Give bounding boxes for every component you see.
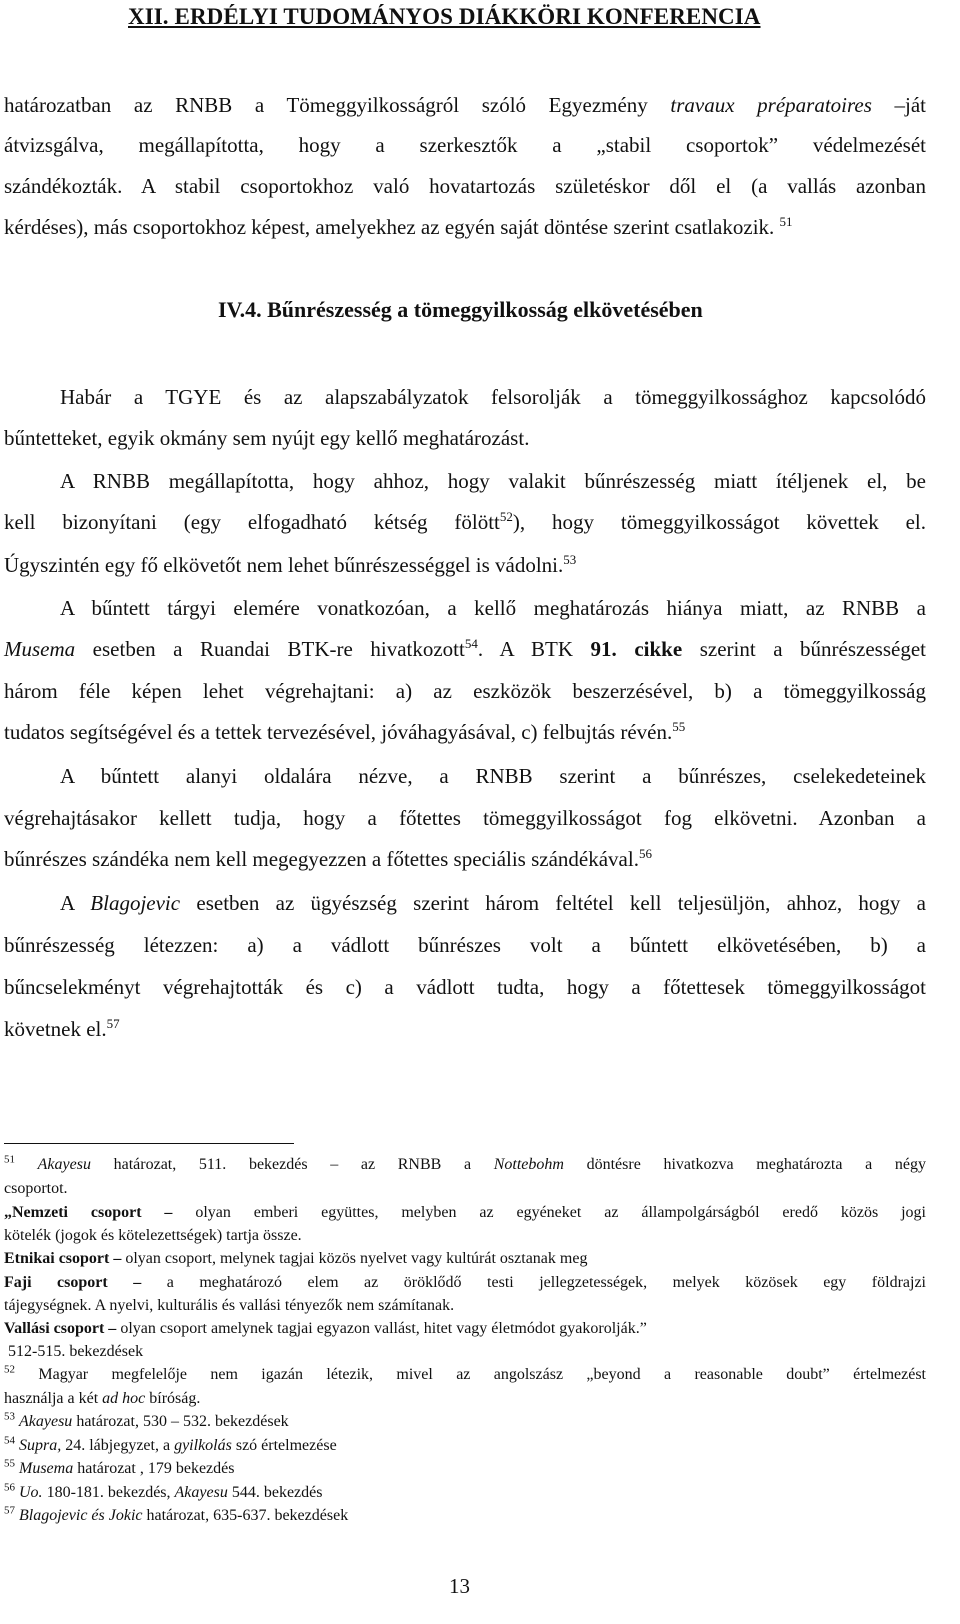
footnote-line [4, 1274, 926, 1292]
footnote-56 [4, 1481, 926, 1502]
text-run: olyan csoport amelynek tagjai egyazon vallást, hitet vagy életmódot gyakorolják.” [116, 1320, 647, 1337]
text-run: kell bizonyítani (egy elfogadható kétség fölött [4, 510, 500, 534]
paragraph-line: átvizsgálva, megállapította, hogy a szerkesztők a „stabil csoportok” védelmezését [4, 133, 926, 157]
text-run: határozat, 530 – 532. bekezdések [72, 1413, 289, 1430]
bold-text: Faji csoport – [4, 1274, 142, 1291]
paragraph-line [4, 553, 926, 579]
footnote-ref[interactable]: 56 [638, 846, 652, 861]
italic-text: Akayesu [19, 1413, 73, 1430]
footnote-ref[interactable]: 51 [779, 214, 793, 229]
text-run: 180-181. bekezdés, [42, 1484, 175, 1501]
page-number: 13 [449, 1574, 470, 1598]
footnote-ref[interactable]: 52 [499, 509, 513, 524]
paragraph-line: A RNBB megállapította, hogy ahhoz, hogy valakit bűnrészesség miatt ítéljenek el, be [60, 469, 926, 493]
text-run: használja a két [4, 1390, 103, 1407]
footnote-line: tájegységnek. A nyelvi, kulturális és vallási tényezők nem számítanak. [4, 1297, 455, 1314]
text-run: határozat, 511. bekezdés – az RNBB a [90, 1156, 494, 1173]
footnote-number: 54 [4, 1434, 15, 1447]
section-title: IV.4. Bűnrészesség a tömeggyilkosság elkövetésében [218, 297, 703, 322]
paragraph-line [4, 637, 926, 663]
bold-text: „Nemzeti csoport – [4, 1204, 173, 1221]
paragraph-line [4, 93, 926, 119]
text-run: A [60, 891, 91, 915]
paragraph-line: A bűntett tárgyi elemére vonatkozóan, a kellő meghatározás hiánya miatt, az RNBB a [60, 596, 926, 620]
footnote-number: 52 [4, 1363, 15, 1376]
bold-text: 91. cikke [590, 637, 683, 661]
text-run: bíróság. [145, 1390, 201, 1407]
footnote-ref[interactable]: 55 [672, 719, 686, 734]
text-run: esetben a Ruandai BTK-re hivatkozott [75, 637, 465, 661]
footnote-number: 55 [4, 1457, 15, 1470]
italic-text: Akayesu [37, 1156, 91, 1173]
text-run: kérdéses), más csoportokhoz képest, amelyekhez az egyén saját döntése szerint csatlakozik. [4, 215, 775, 239]
footnote-54 [4, 1434, 926, 1455]
italic-text: Musema [4, 637, 76, 661]
italic-text: Musema [19, 1460, 74, 1477]
italic-text: ad hoc [102, 1390, 146, 1407]
footnote-separator [4, 1143, 294, 1144]
text-run: határozat, 635-637. bekezdések [142, 1507, 349, 1524]
footnote-57 [4, 1504, 926, 1525]
paragraph-line: bűnrészesség létezzen: a) a vádlott bűnrészes volt a bűntett elkövetésében, b) a [4, 933, 926, 957]
footnote-ref[interactable]: 54 [464, 636, 478, 651]
paragraph-line [60, 891, 926, 917]
italic-text: Blagojevic és Jokic [19, 1507, 143, 1524]
footnote-number: 53 [4, 1410, 15, 1423]
paragraph-line: végrehajtásakor kellett tudja, hogy a főtettes tömeggyilkosságot fog elkövetni. Azonban a [4, 806, 926, 830]
paragraph-line: három féle képen lehet végrehajtani: a) az eszközök beszerzésével, b) a tömeggyilkosság [4, 679, 926, 703]
footnote-number: 56 [4, 1481, 15, 1494]
italic-text: gyilkolás [174, 1437, 232, 1454]
footnote-line: kötelék (jogok és kötelezettségek) tartja össze. [4, 1227, 302, 1244]
footnote-52 [4, 1363, 926, 1384]
text-run: Magyar megfelelője nem igazán létezik, mivel az angolszász „beyond a reasonable doubt” értelmezést [15, 1366, 926, 1383]
text-run: . A BTK [477, 637, 591, 661]
paragraph-line [4, 215, 926, 241]
text-run: tudatos segítségével és a tettek tervezésével, jóváhagyásával, c) felbujtás révén. [4, 720, 673, 744]
paragraph-line: Habár a TGYE és az alapszabályzatok felsorolják a tömeggyilkossághoz kapcsolódó [60, 385, 926, 409]
footnote-line [4, 1320, 926, 1338]
text-run: szó értelmezése [231, 1437, 337, 1454]
text-run: határozatban az RNBB a Tömeggyilkosságról szóló Egyezmény [4, 93, 671, 117]
footnote-number: 57 [4, 1504, 15, 1517]
text-run: olyan csoport, melynek tagjai közös nyelvet vagy kultúrát osztanak meg [121, 1250, 588, 1267]
paragraph-line [4, 720, 926, 746]
text-run: határozat , 179 bekezdés [73, 1460, 235, 1477]
text-run: követnek el. [4, 1017, 107, 1041]
italic-text: Supra, [19, 1437, 62, 1454]
paragraph-line [4, 510, 926, 536]
italic-text: Blagojevic [90, 891, 181, 915]
footnote-55 [4, 1457, 926, 1478]
footnote-53 [4, 1410, 926, 1431]
footnote-line: csoportot. [4, 1180, 68, 1197]
italic-text: travaux préparatoires [670, 93, 872, 117]
bold-text: Vallási csoport – [4, 1320, 117, 1337]
text-run: szerint a bűnrészességet [682, 637, 926, 661]
text-run: a meghatározó elem az öröklődő testi jellegzetességek, melyek közösek egy földrajzi [141, 1274, 926, 1291]
paragraph-line: bűncselekményt végrehajtották és c) a vádlott tudta, hogy a főtettesek tömeggyilkosságot [4, 975, 926, 999]
italic-text: Akayesu [174, 1484, 228, 1501]
text-run: esetben az ügyészség szerint három feltétel kell teljesüljön, ahhoz, hogy a [180, 891, 926, 915]
paragraph-line: A bűntett alanyi oldalára nézve, a RNBB szerint a bűnrészes, cselekedeteinek [60, 764, 926, 788]
bold-text: Etnikai csoport – [4, 1250, 122, 1267]
paragraph-line: bűntetteket, egyik okmány sem nyújt egy kellő meghatározást. [4, 426, 530, 450]
footnote-line: 512-515. bekezdések [8, 1343, 144, 1360]
text-run: 24. lábjegyzet, a [61, 1437, 175, 1454]
footnote-line [4, 1204, 926, 1222]
text-run: –ját [871, 93, 926, 117]
footnote-line [4, 1390, 926, 1408]
footnote-51 [4, 1153, 926, 1174]
footnote-line [4, 1250, 926, 1268]
page-header: XII. ERDÉLYI TUDOMÁNYOS DIÁKKÖRI KONFERENCIA [128, 4, 761, 29]
footnote-number: 51 [4, 1153, 15, 1166]
paragraph-line [4, 1017, 926, 1043]
text-run: ), hogy tömeggyilkosságot követtek el. [512, 510, 926, 534]
text-run: bűnrészes szándéka nem kell megegyezzen a főtettes speciális szándékával. [4, 847, 639, 871]
italic-text: Nottebohm [493, 1156, 564, 1173]
footnote-ref[interactable]: 53 [563, 552, 577, 567]
text-run: olyan emberi együttes, melyben az egyéneket az állampolgárságból eredő közös jogi [172, 1204, 926, 1221]
text-run: 544. bekezdés [227, 1484, 323, 1501]
paragraph-line: szándékozták. A stabil csoportokhoz való hovatartozás születéskor dől el (a vallás azonban [4, 174, 926, 198]
footnote-ref[interactable]: 57 [106, 1016, 120, 1031]
italic-text: Uo. [19, 1484, 43, 1501]
paragraph-line [4, 847, 926, 873]
text-run: Úgyszintén egy fő elkövetőt nem lehet bűnrészességgel is vádolni. [4, 553, 564, 577]
text-run: döntésre hivatkozva meghatározta a négy [563, 1156, 926, 1173]
